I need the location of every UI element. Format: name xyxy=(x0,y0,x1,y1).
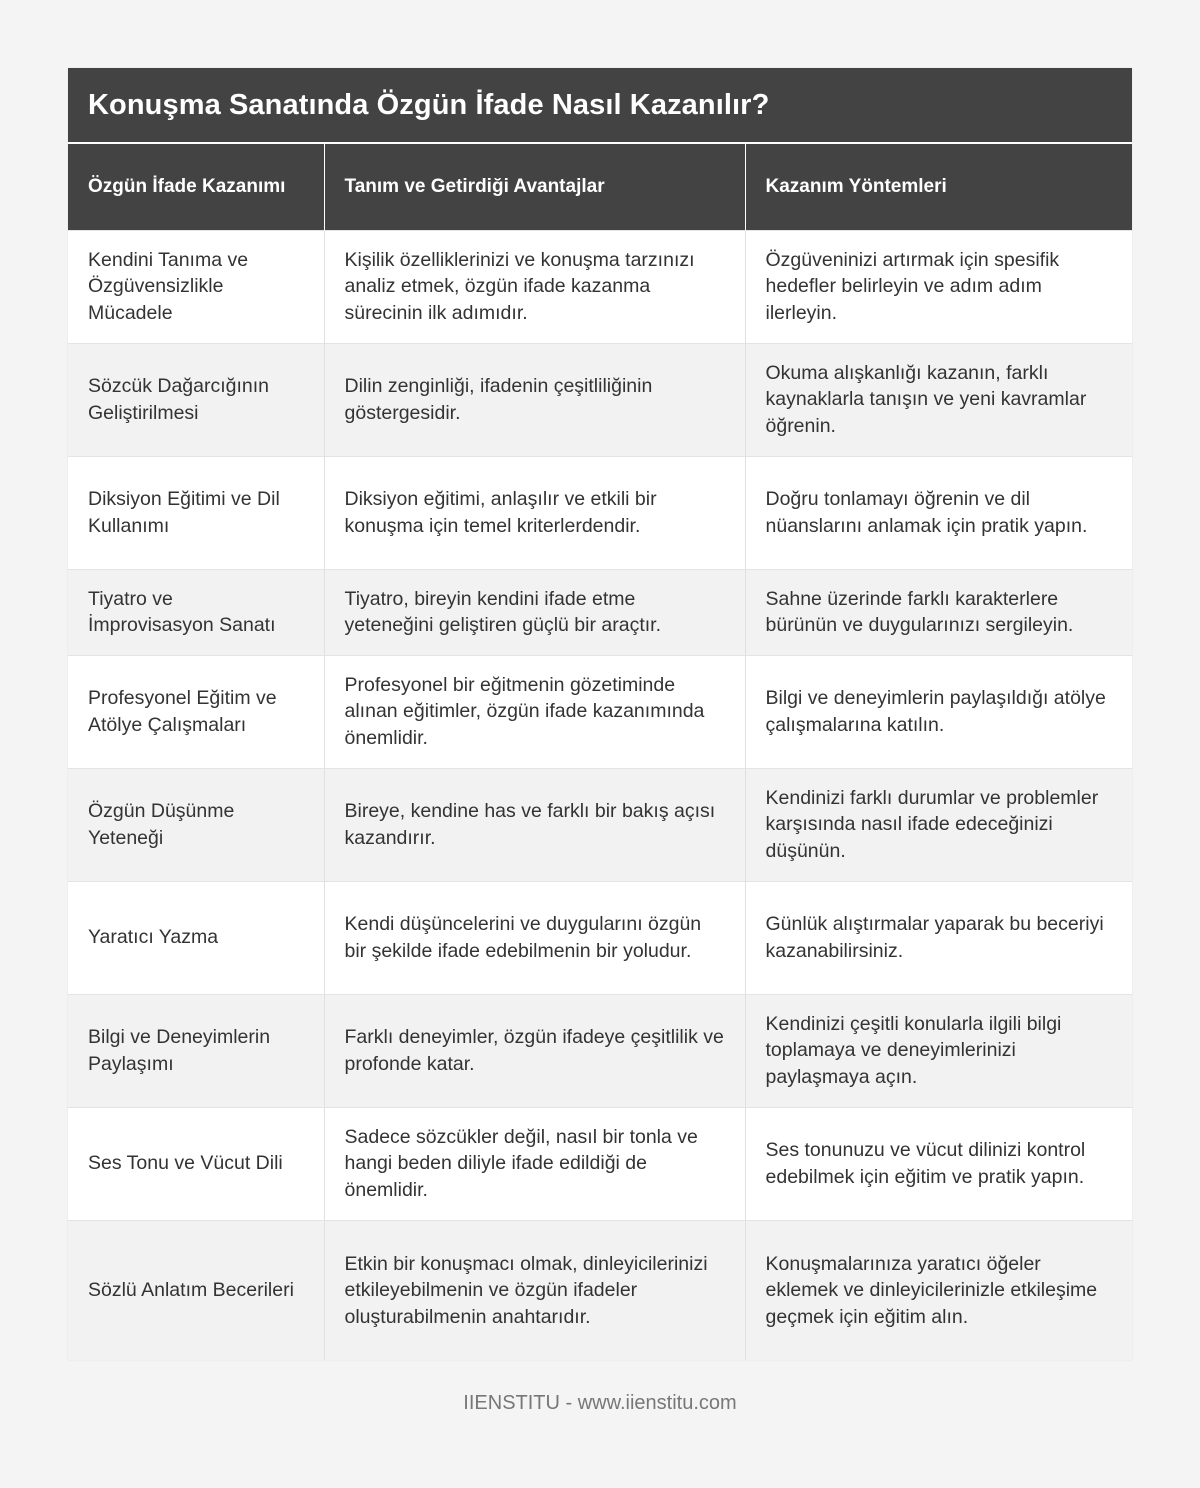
column-header: Kazanım Yöntemleri xyxy=(745,144,1132,230)
table-cell: Etkin bir konuşmacı olmak, dinleyicilerinizi etkileyebilmenin ve özgün ifadeler oluşturabilmenin anahtarıdır. xyxy=(324,1220,745,1360)
table-cell: Profesyonel Eğitim ve Atölye Çalışmaları xyxy=(68,655,324,768)
table-header-row xyxy=(68,144,1132,230)
table-row xyxy=(68,343,1132,456)
table-cell: Dilin zenginliği, ifadenin çeşitliliğinin göstergesidir. xyxy=(324,343,745,456)
table-cell: Farklı deneyimler, özgün ifadeye çeşitlilik ve profonde katar. xyxy=(324,994,745,1107)
table-cell: Sözcük Dağarcığının Geliştirilmesi xyxy=(68,343,324,456)
table-cell: Bireye, kendine has ve farklı bir bakış açısı kazandırır. xyxy=(324,768,745,881)
table-cell: Sözlü Anlatım Becerileri xyxy=(68,1220,324,1360)
table-row xyxy=(68,768,1132,881)
table-cell: Yaratıcı Yazma xyxy=(68,881,324,994)
table-row xyxy=(68,881,1132,994)
table-row xyxy=(68,1220,1132,1360)
table-cell: Özgüveninizi artırmak için spesifik hedefler belirleyin ve adım adım ilerleyin. xyxy=(745,230,1132,343)
title-bar xyxy=(68,68,1132,144)
table-cell: Okuma alışkanlığı kazanın, farklı kaynaklarla tanışın ve yeni kavramlar öğrenin. xyxy=(745,343,1132,456)
table-cell: Bilgi ve deneyimlerin paylaşıldığı atölye çalışmalarına katılın. xyxy=(745,655,1132,768)
table-cell: Kendi düşüncelerini ve duygularını özgün bir şekilde ifade edebilmenin bir yoludur. xyxy=(324,881,745,994)
table-cell: Sahne üzerinde farklı karakterlere bürünün ve duygularınızı sergileyin. xyxy=(745,569,1132,655)
table-cell: Doğru tonlamayı öğrenin ve dil nüanslarını anlamak için pratik yapın. xyxy=(745,456,1132,569)
table-cell: Tiyatro, bireyin kendini ifade etme yeteneğini geliştiren güçlü bir araçtır. xyxy=(324,569,745,655)
column-header: Tanım ve Getirdiği Avantajlar xyxy=(324,144,745,230)
table-cell: Diksiyon Eğitimi ve Dil Kullanımı xyxy=(68,456,324,569)
table-row xyxy=(68,994,1132,1107)
table-cell: Konuşmalarınıza yaratıcı öğeler eklemek ve dinleyicilerinizle etkileşime geçmek için eğitim alın. xyxy=(745,1220,1132,1360)
table-cell: Kişilik özelliklerinizi ve konuşma tarzınızı analiz etmek, özgün ifade kazanma sürecinin ilk adımıdır. xyxy=(324,230,745,343)
footer-credit: IIENSTITU - www.iienstitu.com xyxy=(463,1392,737,1414)
table-cell: Diksiyon eğitimi, anlaşılır ve etkili bir konuşma için temel kriterlerdendir. xyxy=(324,456,745,569)
table-cell: Tiyatro ve İmprovisasyon Sanatı xyxy=(68,569,324,655)
info-table xyxy=(68,144,1132,1360)
content-card xyxy=(68,68,1132,1360)
table-cell: Günlük alıştırmalar yaparak bu beceriyi kazanabilirsiniz. xyxy=(745,881,1132,994)
table-row xyxy=(68,1107,1132,1220)
table-row xyxy=(68,230,1132,343)
table-cell: Ses Tonu ve Vücut Dili xyxy=(68,1107,324,1220)
table-row xyxy=(68,456,1132,569)
page-title: Konuşma Sanatında Özgün İfade Nasıl Kazanılır? xyxy=(88,88,770,121)
table-cell: Bilgi ve Deneyimlerin Paylaşımı xyxy=(68,994,324,1107)
table-cell: Kendinizi çeşitli konularla ilgili bilgi toplamaya ve deneyimlerinizi paylaşmaya açın. xyxy=(745,994,1132,1107)
table-cell: Kendinizi farklı durumlar ve problemler karşısında nasıl ifade edeceğinizi düşünün. xyxy=(745,768,1132,881)
column-header: Özgün İfade Kazanımı xyxy=(68,144,324,230)
table-row xyxy=(68,655,1132,768)
table-cell: Kendini Tanıma ve Özgüvensizlikle Mücadele xyxy=(68,230,324,343)
table-cell: Özgün Düşünme Yeteneği xyxy=(68,768,324,881)
table-row xyxy=(68,569,1132,655)
table-cell: Profesyonel bir eğitmenin gözetiminde alınan eğitimler, özgün ifade kazanımında önemlidir. xyxy=(324,655,745,768)
table-cell: Sadece sözcükler değil, nasıl bir tonla ve hangi beden diliyle ifade edildiği de önemlidir. xyxy=(324,1107,745,1220)
table-cell: Ses tonunuzu ve vücut dilinizi kontrol edebilmek için eğitim ve pratik yapın. xyxy=(745,1107,1132,1220)
